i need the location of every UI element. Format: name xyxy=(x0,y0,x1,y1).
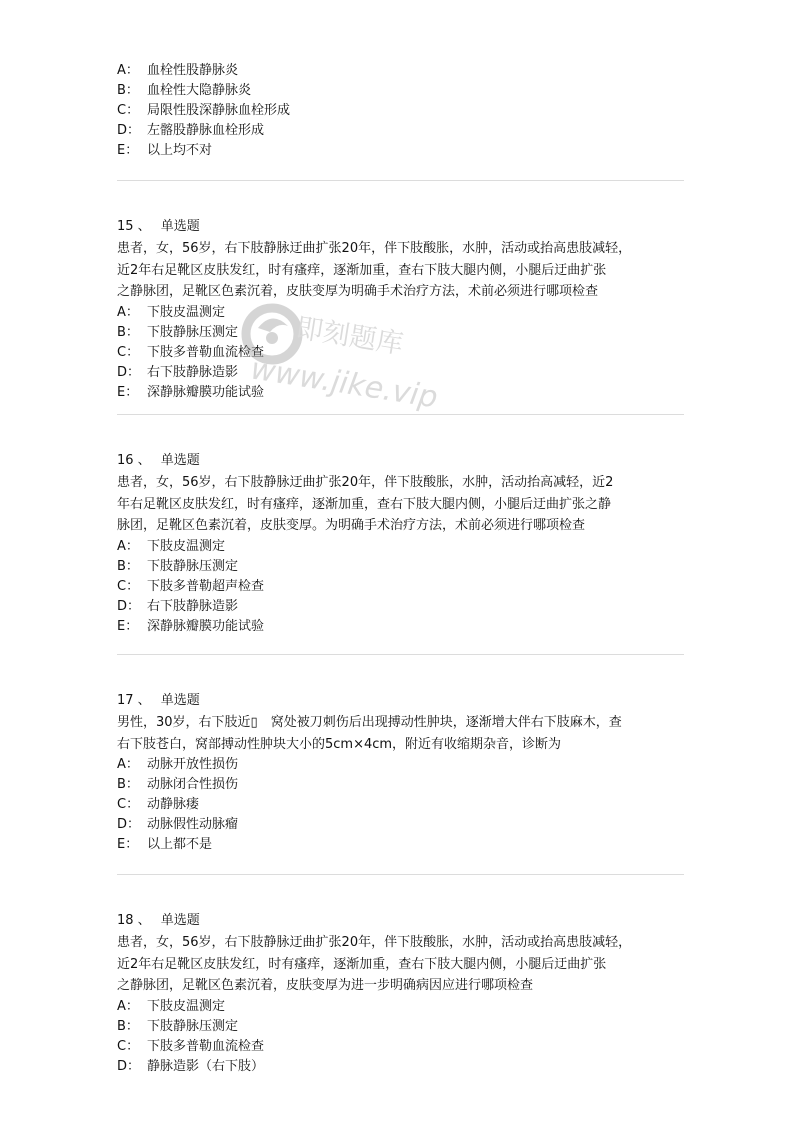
question-type: 单选题 xyxy=(160,913,200,928)
option-text: 深静脉瓣膜功能试验 xyxy=(147,618,265,634)
option-text: 下肢静脉压测定 xyxy=(147,1018,239,1034)
option-letter: D： xyxy=(117,598,141,614)
option-text: 下肢多普勒血流检查 xyxy=(147,1038,265,1054)
question-number: 16 、 xyxy=(117,453,151,468)
question-header xyxy=(117,450,697,472)
option-letter: A： xyxy=(117,304,139,320)
option-letter: B： xyxy=(117,1018,139,1034)
option-letter: C： xyxy=(117,1038,140,1054)
watermark-brand-cn: 即刻题库 xyxy=(293,312,406,361)
option-d xyxy=(117,363,697,383)
question-stem-line: 男性，30岁，右下肢近▯ 窝处被刀刺伤后出现搏动性肿块，逐渐增大伴右下肢麻木，查 xyxy=(117,715,622,730)
watermark-brand-url: www.jike.vip xyxy=(248,351,440,416)
option-text: 以上均不对 xyxy=(147,143,213,158)
question-stem-line: 患者，女，56岁，右下肢静脉迂曲扩张20年，伴下肢酸胀，水肿，活动或抬高患肢减轻， xyxy=(117,241,632,256)
option-text: 下肢皮温测定 xyxy=(147,304,226,320)
option-b xyxy=(117,323,697,343)
option-c xyxy=(117,577,697,597)
question-15 xyxy=(117,216,697,403)
option-text: 右下肢静脉造影 xyxy=(147,598,239,614)
option-text: 动脉开放性损伤 xyxy=(147,757,239,772)
option-a xyxy=(117,997,697,1017)
option-text: 左髂股静脉血栓形成 xyxy=(147,123,265,138)
option-text: 下肢皮温测定 xyxy=(147,538,226,554)
option-letter: B： xyxy=(117,558,139,574)
question-stem-line: 之静脉团，足靴区色素沉着，皮肤变厚为明确手术治疗方法，术前必须进行哪项检查 xyxy=(117,284,599,299)
question-16 xyxy=(117,450,697,637)
option-letter: D： xyxy=(117,123,141,138)
option-text: 下肢多普勒血流检查 xyxy=(147,344,265,360)
option-text: 以上都不是 xyxy=(147,837,213,852)
question-type: 单选题 xyxy=(160,453,200,468)
option-c xyxy=(117,101,697,121)
option-letter: B： xyxy=(117,777,139,792)
option-letter: C： xyxy=(117,797,140,812)
option-letter: B： xyxy=(117,324,139,340)
option-letter: C： xyxy=(117,578,140,594)
option-b xyxy=(117,775,697,795)
option-text: 血栓性股静脉炎 xyxy=(147,63,239,78)
option-text: 动脉假性动脉瘤 xyxy=(147,817,239,832)
option-text: 右下肢静脉造影 xyxy=(147,364,239,380)
option-d xyxy=(117,1057,697,1077)
option-e xyxy=(117,383,697,403)
option-text: 局限性股深静脉血栓形成 xyxy=(147,103,291,118)
option-text: 血栓性大隐静脉炎 xyxy=(147,83,252,98)
question-type: 单选题 xyxy=(160,693,200,708)
option-c xyxy=(117,795,697,815)
question-stem-line: 患者，女，56岁，右下肢静脉迂曲扩张20年，伴下肢酸胀，水肿，活动或抬高患肢减轻， xyxy=(117,935,632,950)
option-letter: C： xyxy=(117,103,140,118)
option-letter: A： xyxy=(117,538,139,554)
option-letter: B： xyxy=(117,83,139,98)
question-type: 单选题 xyxy=(160,219,200,234)
option-d xyxy=(117,121,697,141)
option-c xyxy=(117,343,697,363)
option-text: 下肢多普勒超声检查 xyxy=(147,578,265,594)
question-number: 18 、 xyxy=(117,913,151,928)
q14-options xyxy=(117,61,697,161)
question-stem-line: 近2年右足靴区皮肤发红，时有瘙痒，逐渐加重，查右下肢大腿内侧，小腿后迂曲扩张 xyxy=(117,956,607,972)
option-text: 动静脉瘘 xyxy=(147,797,200,812)
option-d xyxy=(117,597,697,617)
option-text: 下肢静脉压测定 xyxy=(147,324,239,340)
question-17 xyxy=(117,690,697,855)
question-header xyxy=(117,216,697,238)
question-stem-line: 年右足靴区皮肤发红，时有瘙痒，逐渐加重，查右下肢大腿内侧，小腿后迂曲扩张之静 xyxy=(117,496,612,512)
option-letter: E： xyxy=(117,837,139,852)
option-b xyxy=(117,1017,697,1037)
question-header xyxy=(117,690,697,712)
option-a xyxy=(117,755,697,775)
option-a xyxy=(117,537,697,557)
option-text: 静脉造影（右下肢） xyxy=(147,1058,265,1074)
option-text: 下肢静脉压测定 xyxy=(147,558,239,574)
option-letter: D： xyxy=(117,364,141,380)
option-text: 动脉闭合性损伤 xyxy=(147,777,239,792)
option-text: 下肢皮温测定 xyxy=(147,998,226,1014)
divider xyxy=(117,414,684,415)
question-stem-line: 患者，女，56岁，右下肢静脉迂曲扩张20年，伴下肢酸胀，水肿，活动抬高减轻，近2 xyxy=(117,475,614,490)
option-letter: A： xyxy=(117,757,139,772)
question-stem-line: 近2年右足靴区皮肤发红，时有瘙痒，逐渐加重，查右下肢大腿内侧，小腿后迂曲扩张 xyxy=(117,262,607,278)
option-a xyxy=(117,303,697,323)
option-letter: A： xyxy=(117,998,139,1014)
option-letter: D： xyxy=(117,817,141,832)
question-stem-line: 脉团，足靴区色素沉着，皮肤变厚。为明确手术治疗方法，术前必须进行哪项检查 xyxy=(117,518,586,533)
option-e xyxy=(117,617,697,637)
option-a xyxy=(117,61,697,81)
question-header xyxy=(117,910,697,932)
question-number: 17 、 xyxy=(117,693,151,708)
option-b xyxy=(117,557,697,577)
option-letter: E： xyxy=(117,143,139,158)
divider xyxy=(117,874,684,875)
option-text: 深静脉瓣膜功能试验 xyxy=(147,384,265,400)
option-e xyxy=(117,141,697,161)
option-c xyxy=(117,1037,697,1057)
option-letter: D： xyxy=(117,1058,141,1074)
option-letter: E： xyxy=(117,618,139,634)
divider xyxy=(117,180,684,181)
option-e xyxy=(117,835,697,855)
option-letter: E： xyxy=(117,384,139,400)
divider xyxy=(117,654,684,655)
question-number: 15 、 xyxy=(117,219,151,234)
option-letter: C： xyxy=(117,344,140,360)
option-b xyxy=(117,81,697,101)
question-stem-line: 之静脉团，足靴区色素沉着，皮肤变厚为进一步明确病因应进行哪项检查 xyxy=(117,978,534,993)
option-d xyxy=(117,815,697,835)
question-stem-line: 右下肢苍白，窝部搏动性肿块大小的5cm×4cm，附近有收缩期杂音，诊断为 xyxy=(117,736,562,752)
option-letter: A： xyxy=(117,63,139,78)
question-18 xyxy=(117,910,697,1077)
